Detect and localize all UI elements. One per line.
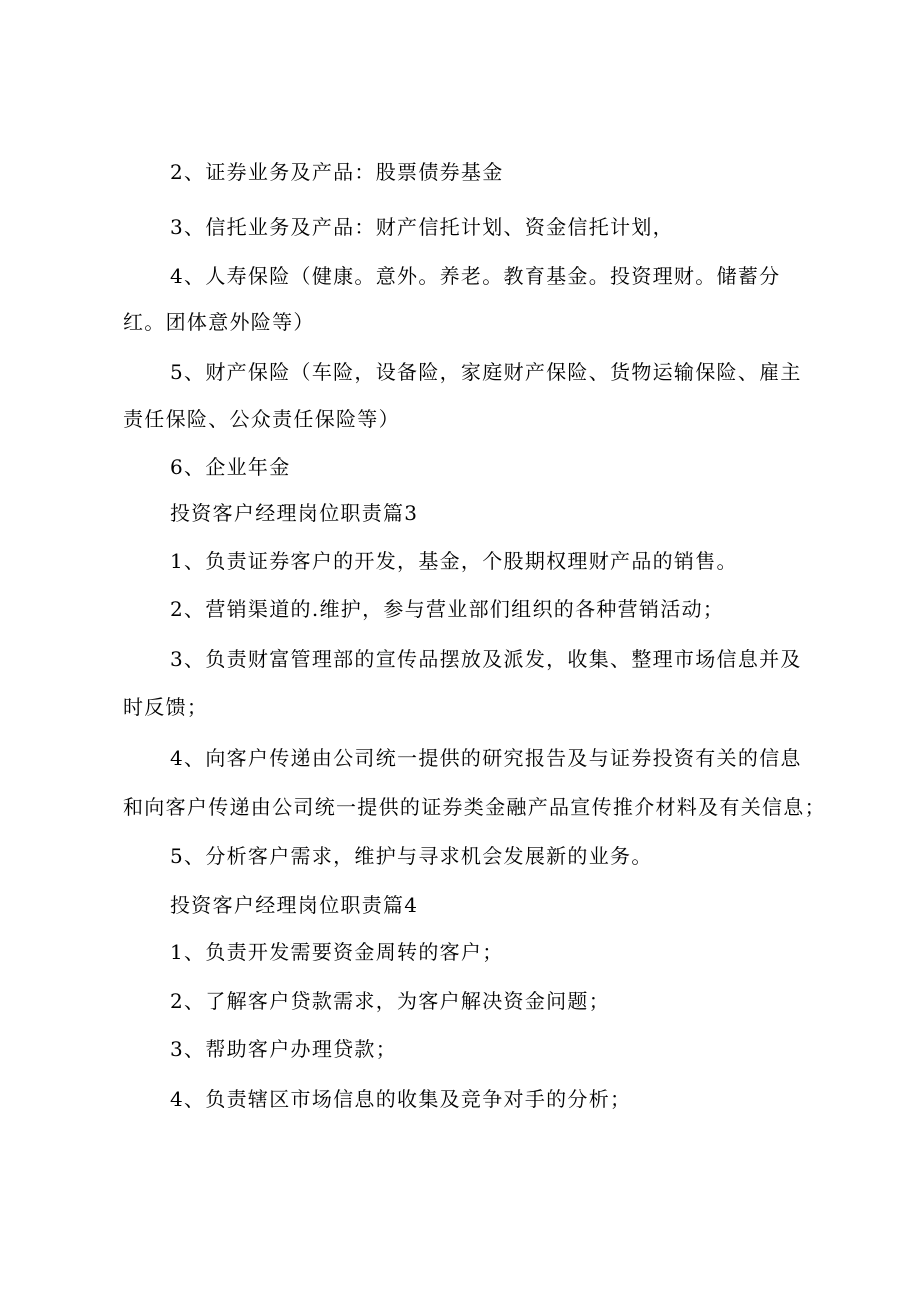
list-item-marketing-channels: 2、营销渠道的.维护，参与营业部们组织的各种营销活动；	[170, 597, 725, 621]
list-item-research-reports: 4、向客户传递由公司统一提供的研究报告及与证券投资有关的信息	[170, 746, 802, 770]
list-item-wealth-promo: 3、负责财富管理部的宣传品摆放及派发，收集、整理市场信息并及	[170, 647, 802, 671]
list-item-securities: 2、证券业务及产品：股票债券基金	[170, 160, 504, 184]
list-item-property-insurance-cont: 责任保险、公众责任保险等）	[123, 407, 400, 431]
list-item-life-insurance: 4、人寿保险（健康。意外。养老。教育基金。投资理财。储蓄分	[170, 264, 781, 288]
list-item-loan-handling: 3、帮助客户办理贷款；	[170, 1037, 398, 1061]
list-item-wealth-promo-cont: 时反馈；	[123, 695, 209, 719]
section-heading-3: 投资客户经理岗位职责篇3	[170, 501, 419, 525]
list-item-life-insurance-cont: 红。团体意外险等）	[123, 310, 315, 334]
list-item-loan-needs: 2、了解客户贷款需求，为客户解决资金问题；	[170, 989, 611, 1013]
list-item-capital-clients: 1、负责开发需要资金周转的客户；	[170, 940, 504, 964]
list-item-securities-clients: 1、负责证券客户的开发，基金，个股期权理财产品的销售。	[170, 549, 738, 573]
list-item-property-insurance: 5、财产保险（车险，设备险，家庭财产保险、货物运输保险、雇主	[170, 360, 802, 384]
list-item-customer-needs: 5、分析客户需求，维护与寻求机会发展新的业务。	[170, 844, 653, 868]
list-item-trust: 3、信托业务及产品：财产信托计划、资金信托计划，	[170, 215, 674, 239]
list-item-market-analysis: 4、负责辖区市场信息的收集及竞争对手的分析；	[170, 1087, 632, 1111]
list-item-research-reports-cont: 和向客户传递由公司统一提供的证券类金融产品宣传推介材料及有关信息；	[123, 795, 826, 819]
list-item-enterprise-annuity: 6、企业年金	[170, 455, 291, 479]
section-heading-4: 投资客户经理岗位职责篇4	[170, 893, 419, 917]
